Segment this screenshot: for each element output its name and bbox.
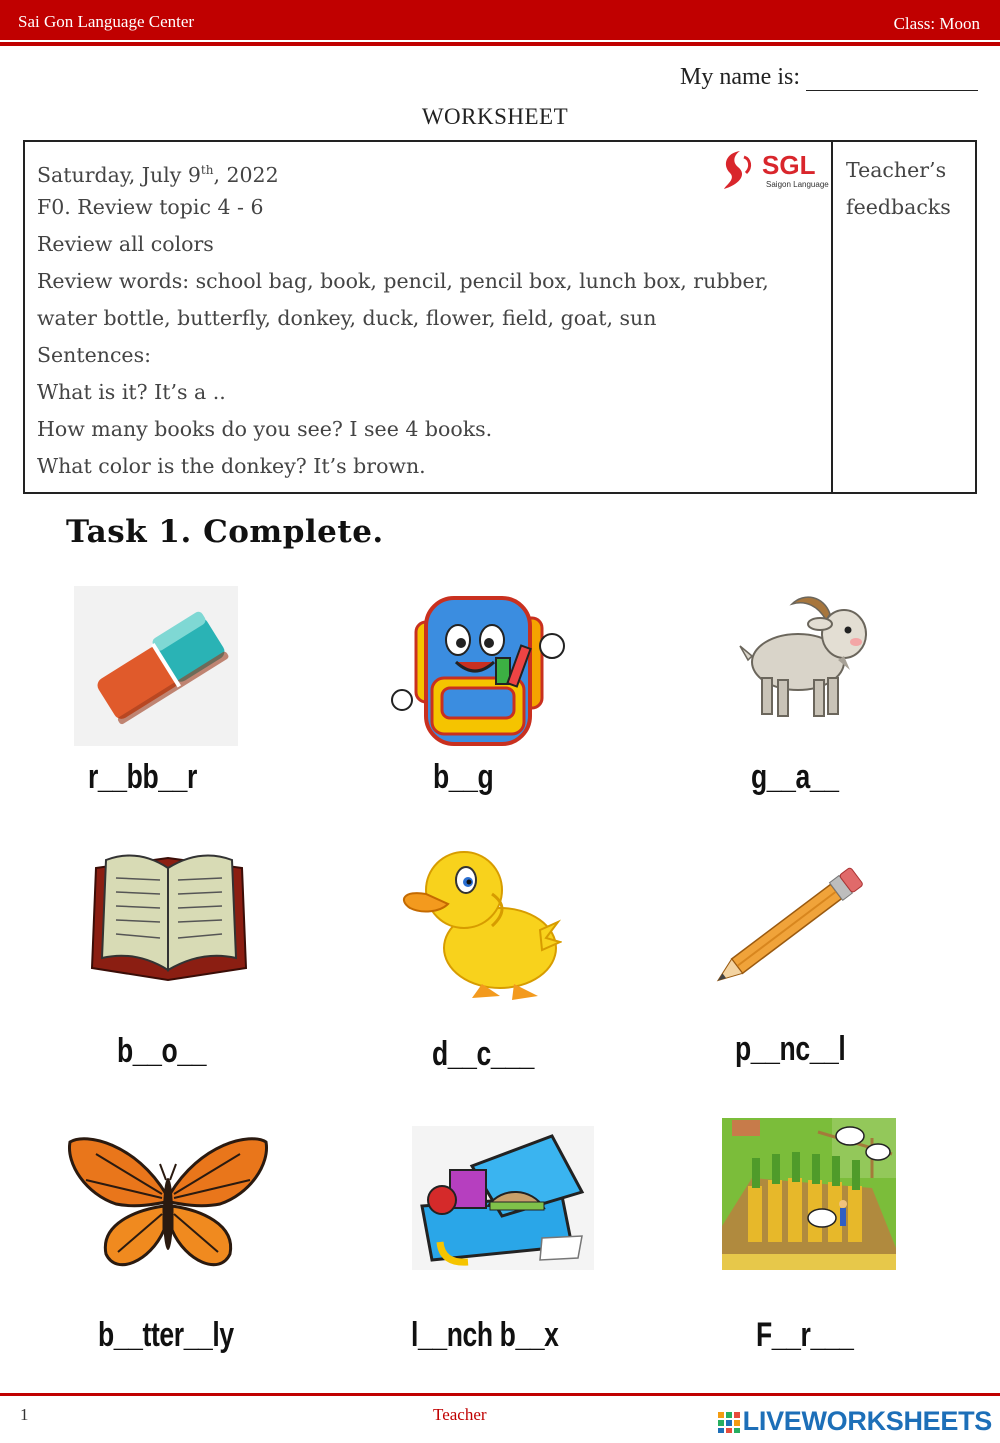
svg-text:Saigon Language: Saigon Language [766,180,829,189]
lesson-colors: Review all colors [37,232,214,256]
word-lunch-box[interactable]: l__nch b__x [411,1316,559,1354]
lunch-box-icon [412,1126,594,1270]
task-title: Task 1. Complete. [66,514,384,550]
footer-rule [0,1393,1000,1396]
lesson-sentence-1: What is it? It’s a .. [37,380,226,404]
book-icon [86,838,252,990]
word-duck[interactable]: d__c___ [432,1035,534,1073]
lesson-sentences-label: Sentences: [37,343,151,367]
butterfly-icon [66,1134,270,1278]
goat-icon [734,590,876,722]
word-rubber[interactable]: r__bb__r [88,758,197,796]
liveworksheets-logo[interactable] [717,1406,992,1437]
duck-icon [396,838,562,1004]
sgl-logo [720,147,830,192]
school-bag-icon [386,588,570,748]
word-butterfly[interactable]: b__tter__ly [98,1316,234,1354]
lesson-date: Saturday, July 9th, 2022 [37,162,279,187]
name-label: My name is: [680,64,800,90]
lesson-topic: F0. Review topic 4 - 6 [37,195,264,219]
lesson-words-1: Review words: school bag, book, pencil, pencil box, lunch box, rubber, [37,269,769,293]
school-name: Sai Gon Language Center [18,12,195,31]
page-number: 1 [20,1405,29,1424]
eraser-icon [74,586,238,746]
word-book[interactable]: b__o__ [117,1032,207,1070]
word-goat[interactable]: g__a__ [751,758,839,796]
name-blank[interactable] [806,64,978,91]
class-label: Class: Moon [893,14,980,33]
lesson-sentence-3: What color is the donkey? It’s brown. [37,454,426,478]
farm-field-icon [722,1118,896,1270]
lesson-sentence-2: How many books do you see? I see 4 books. [37,417,493,441]
word-farm[interactable]: F__r___ [756,1316,854,1354]
word-pencil[interactable]: p__nc__l [735,1030,846,1068]
box-divider [831,140,833,494]
svg-text:SGL: SGL [762,150,816,180]
liveworksheets-text: LIVEWORKSHEETS [742,1406,992,1436]
teacher-feedback-label: Teacher’s feedbacks [846,158,951,219]
worksheet-title: WORKSHEET [421,104,569,129]
lesson-details [37,152,827,485]
footer-teacher: Teacher [433,1405,487,1424]
lesson-words-2: water bottle, butterfly, donkey, duck, flower, field, goat, sun [37,306,657,330]
word-bag[interactable]: b__g [433,758,494,796]
name-field [680,64,978,91]
header-rule [0,42,1000,46]
pencil-icon [704,852,880,1000]
liveworksheets-cubes-icon [717,1411,741,1433]
